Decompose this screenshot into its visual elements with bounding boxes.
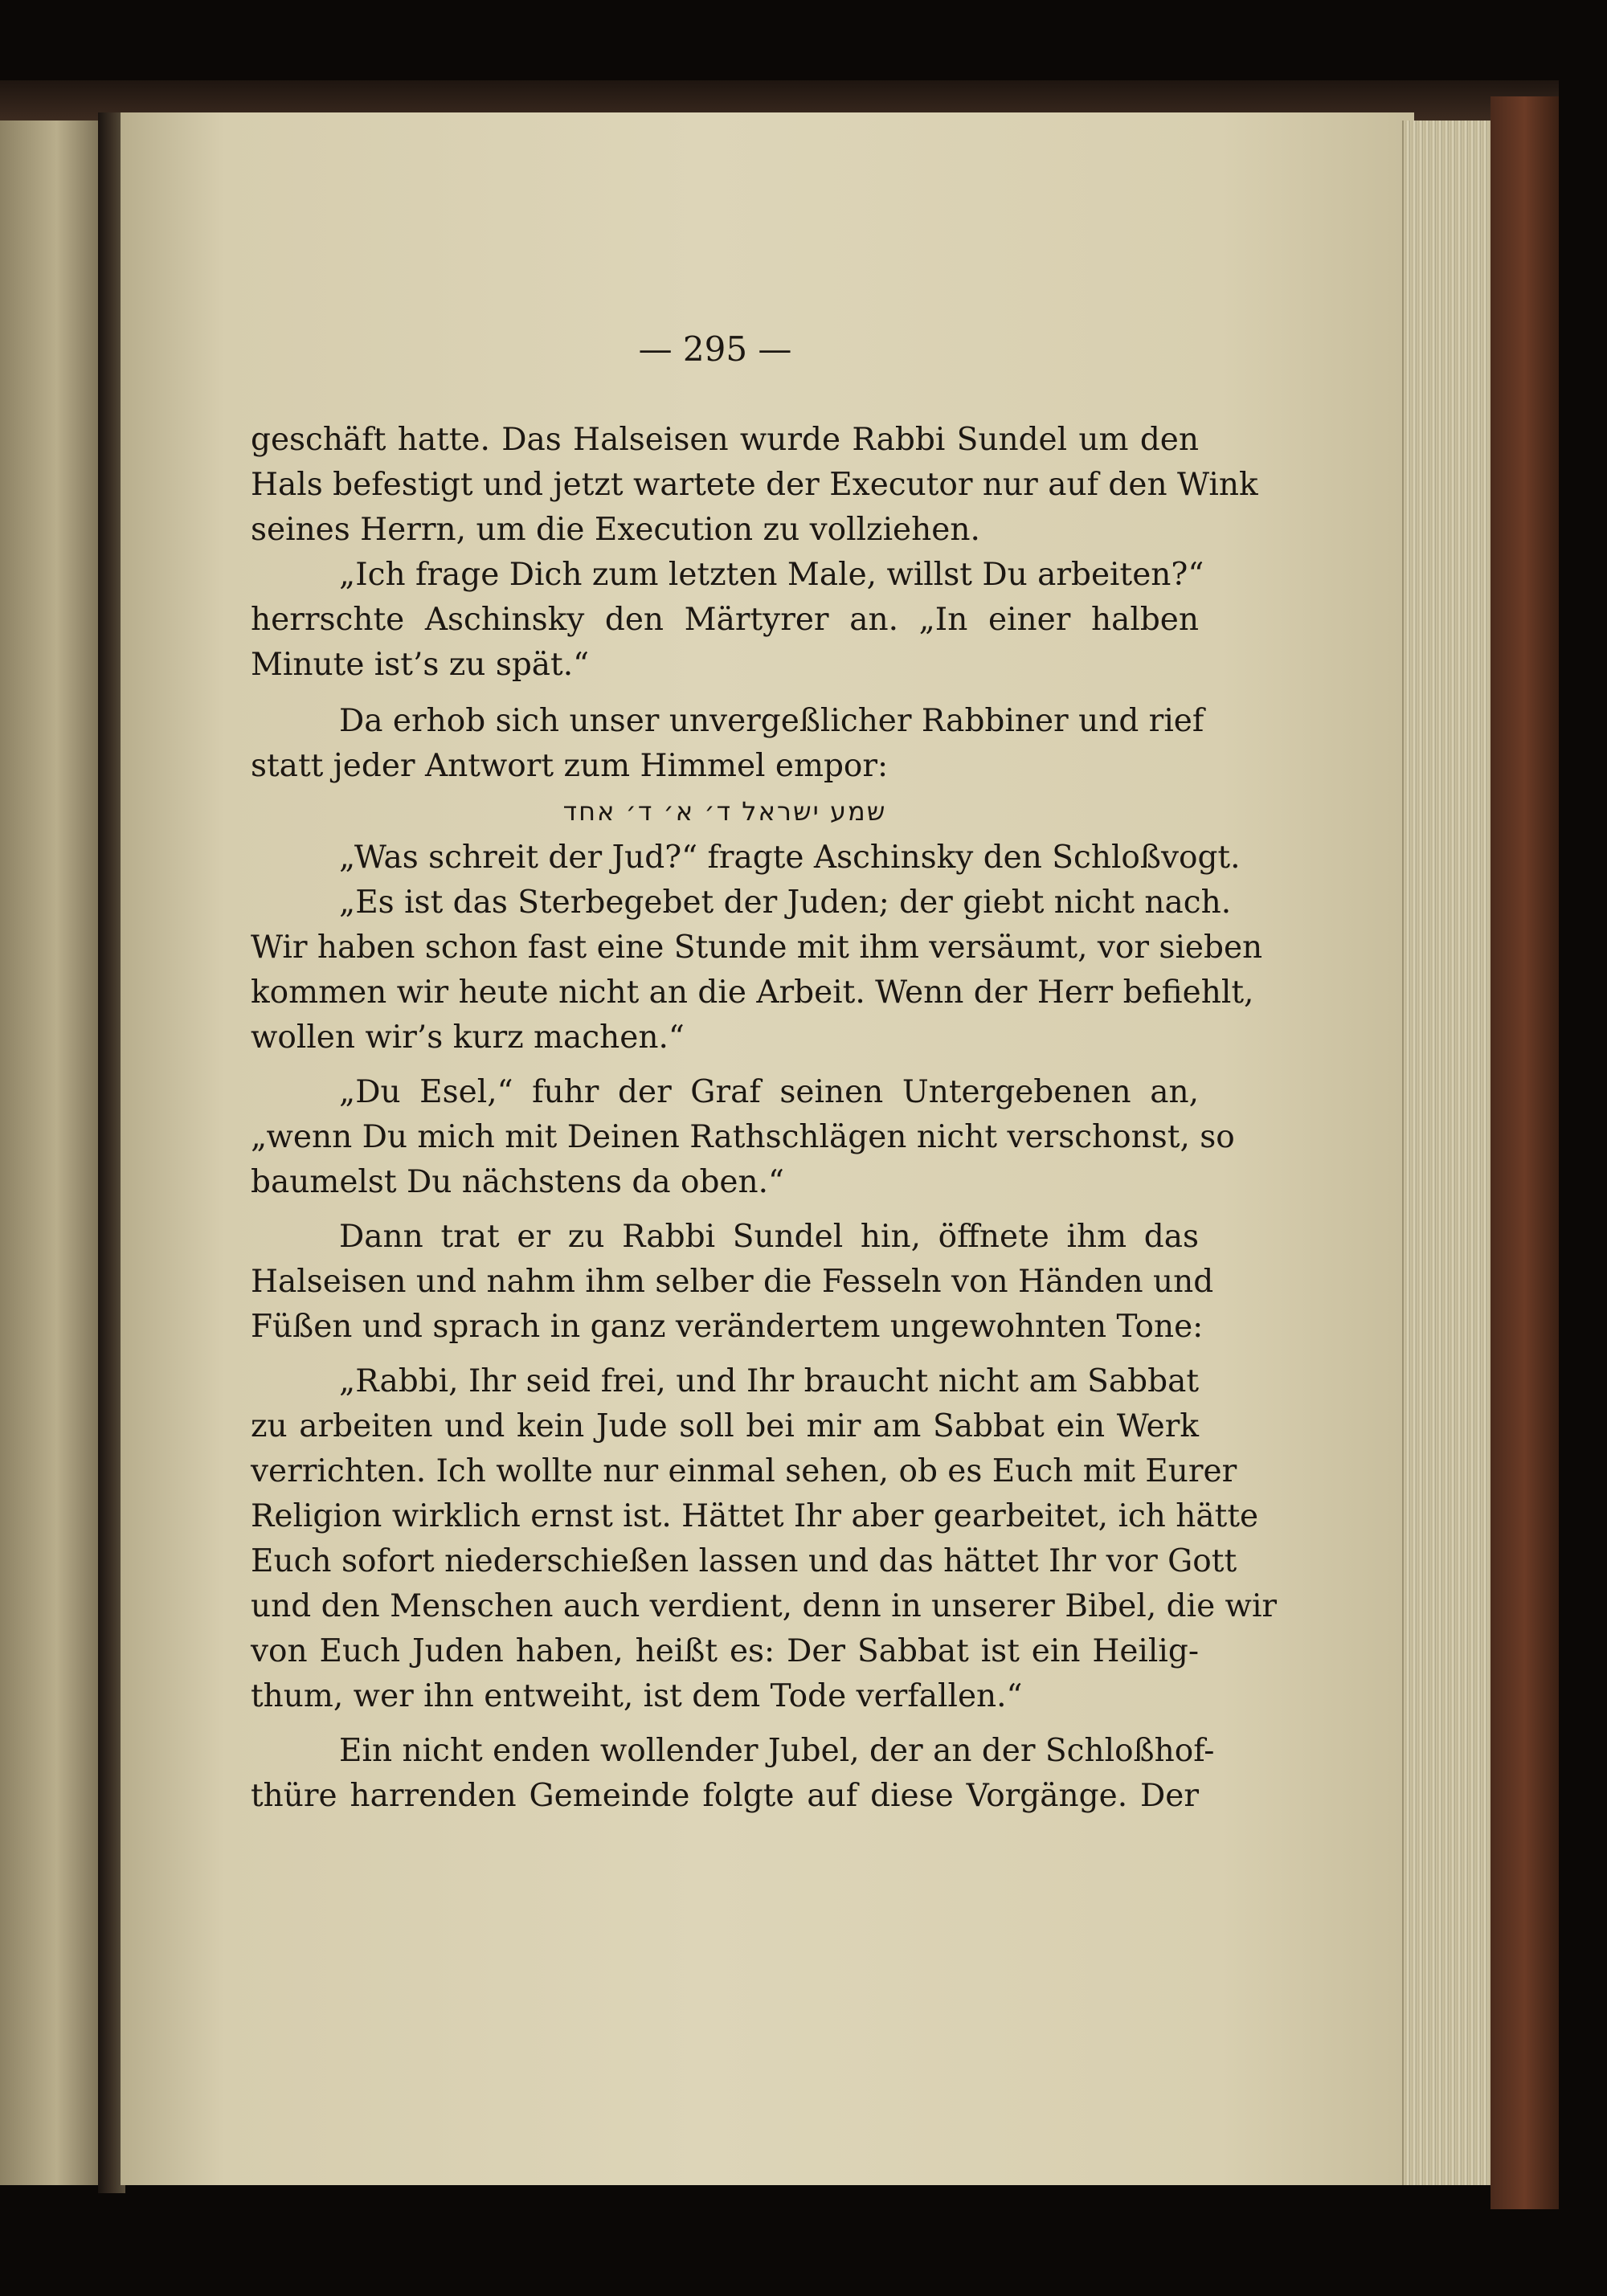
text-line: Füßen und sprach in ganz verändertem ungewohnten Tone:: [251, 1309, 1204, 1345]
text-line: zu arbeiten und kein Jude soll bei mir am Sabbat ein Werk: [251, 1408, 1199, 1444]
text-line: Halseisen und nahm ihm selber die Fesseln von Händen und: [251, 1264, 1214, 1300]
book-cover-right-edge: [1490, 96, 1559, 2209]
text-line: „wenn Du mich mit Deinen Rathschlägen nicht verschonst, so: [251, 1119, 1235, 1155]
text-line: „Es ist das Sterbegebet der Juden; der giebt nicht nach.: [339, 884, 1232, 921]
text-line: Wir haben schon fast eine Stunde mit ihm versäumt, vor sieben: [251, 929, 1263, 966]
text-line: verrichten. Ich wollte nur einmal sehen, ob es Euch mit Eurer: [251, 1453, 1237, 1489]
text-line: „Ich frage Dich zum letzten Male, willst Du arbeiten?“: [339, 557, 1204, 593]
text-line: statt jeder Antwort zum Himmel empor:: [251, 748, 889, 784]
text-line: thüre harrenden Gemeinde folgte auf diese Vorgänge. Der: [251, 1778, 1199, 1814]
hebrew-prayer-line: שמע ישראל ד׳ א׳ ד׳ אחד: [562, 796, 887, 827]
text-line: „Du Esel,“ fuhr der Graf seinen Untergebenen an,: [339, 1074, 1199, 1110]
text-line: Euch sofort niederschießen lassen und das hättet Ihr vor Gott: [251, 1543, 1237, 1579]
text-line: thum, wer ihn entweiht, ist dem Tode verfallen.“: [251, 1678, 1023, 1714]
text-line: geschäft hatte. Das Halseisen wurde Rabbi Sundel um den: [251, 422, 1199, 458]
text-line: und den Menschen auch verdient, denn in unserer Bibel, die wir: [251, 1588, 1278, 1624]
text-line: Hals befestigt und jetzt wartete der Executor nur auf den Wink: [251, 467, 1258, 503]
text-line: von Euch Juden haben, heißt es: Der Sabbat ist ein Heilig-: [251, 1633, 1199, 1669]
page-number: — 295 —: [638, 329, 792, 369]
text-line: „Rabbi, Ihr seid frei, und Ihr braucht nicht am Sabbat: [339, 1363, 1199, 1399]
left-page-edge: [0, 121, 103, 2185]
text-line: Ein nicht enden wollender Jubel, der an der Schloßhof-: [339, 1733, 1215, 1769]
text-line: kommen wir heute nicht an die Arbeit. Wenn der Herr befiehlt,: [251, 974, 1254, 1011]
text-line: Minute ist’s zu spät.“: [251, 647, 590, 683]
text-line: Dann trat er zu Rabbi Sundel hin, öffnete ihm das: [339, 1219, 1199, 1255]
page-fore-edge: [1402, 121, 1492, 2185]
text-line: Religion wirklich ernst ist. Hättet Ihr aber gearbeitet, ich hätte: [251, 1498, 1259, 1534]
text-line: herrschte Aschinsky den Märtyrer an. „In einer halben: [251, 602, 1199, 638]
text-line: wollen wir’s kurz machen.“: [251, 1019, 685, 1056]
text-line: Da erhob sich unser unvergeßlicher Rabbiner und rief: [339, 703, 1204, 739]
text-line: „Was schreit der Jud?“ fragte Aschinsky den Schloßvogt.: [339, 840, 1241, 876]
text-line: baumelst Du nächstens da oben.“: [251, 1164, 784, 1200]
text-line: seines Herrn, um die Execution zu vollziehen.: [251, 512, 980, 548]
